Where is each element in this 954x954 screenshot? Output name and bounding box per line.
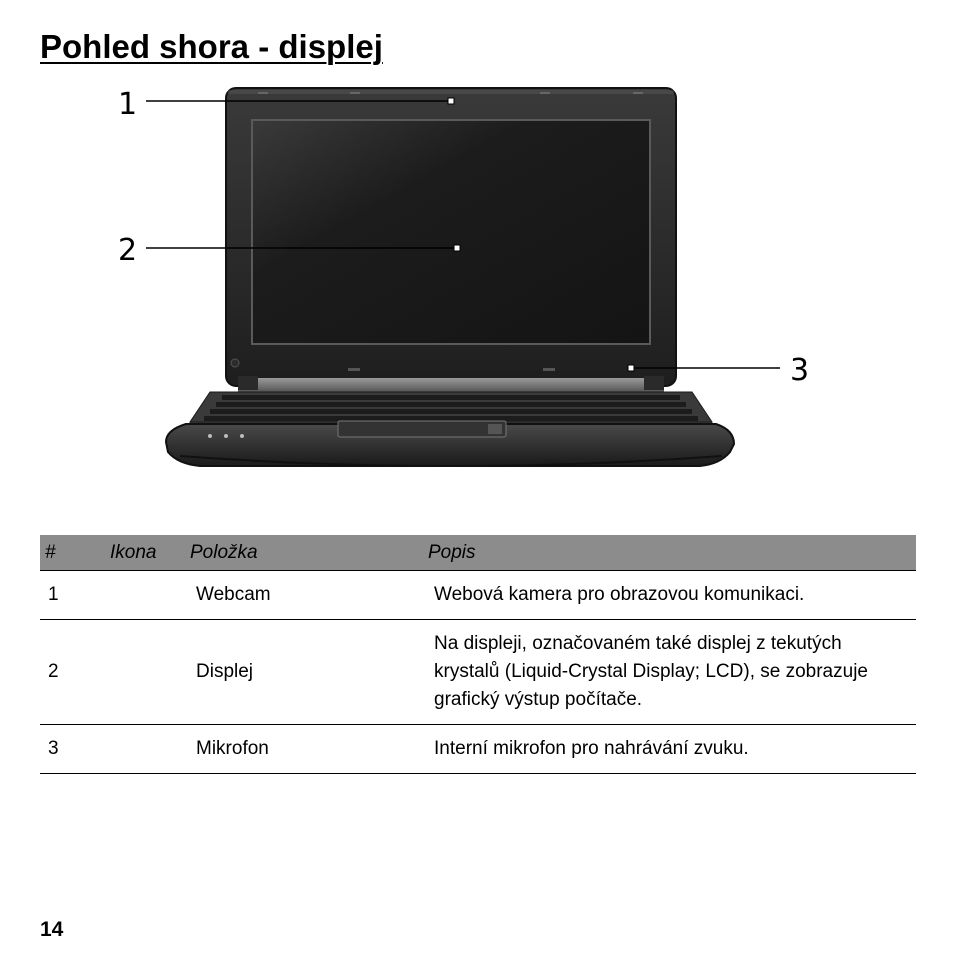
- row-description: Webová kamera pro obrazovou komunikaci.: [426, 571, 916, 620]
- header-description: Popis: [426, 535, 916, 571]
- display-screen: [252, 120, 650, 344]
- row-item: Webcam: [190, 571, 426, 620]
- row-description: Na displeji, označovaném také displej z tekutých krystalů (Liquid-Crystal Display; LCD), se zobrazuje grafický výstup počítače.: [426, 620, 916, 725]
- table-row: [40, 620, 916, 725]
- header-icon: Ikona: [110, 535, 190, 571]
- row-number: 1: [40, 571, 110, 620]
- row-number: 3: [40, 725, 110, 774]
- page-title: Pohled shora - displej: [40, 28, 383, 65]
- row-icon: [110, 620, 190, 725]
- page-number: 14: [40, 918, 64, 941]
- row-item: Displej: [190, 620, 426, 725]
- table-row: [40, 571, 916, 620]
- callout-3: 3: [790, 353, 810, 388]
- table-row: [40, 725, 916, 774]
- hinge: [238, 378, 664, 392]
- header-number: #: [40, 535, 110, 571]
- table-header-row: [40, 535, 916, 571]
- row-item: Mikrofon: [190, 725, 426, 774]
- row-number: 2: [40, 620, 110, 725]
- row-icon: [110, 571, 190, 620]
- laptop-figure: [0, 80, 954, 490]
- component-table: [40, 535, 916, 774]
- callout-1: 1: [118, 87, 138, 122]
- callout-2: 2: [118, 233, 138, 268]
- row-icon: [110, 725, 190, 774]
- row-description: Interní mikrofon pro nahrávání zvuku.: [426, 725, 916, 774]
- touchpad: [338, 421, 506, 437]
- header-item: Položka: [190, 535, 426, 571]
